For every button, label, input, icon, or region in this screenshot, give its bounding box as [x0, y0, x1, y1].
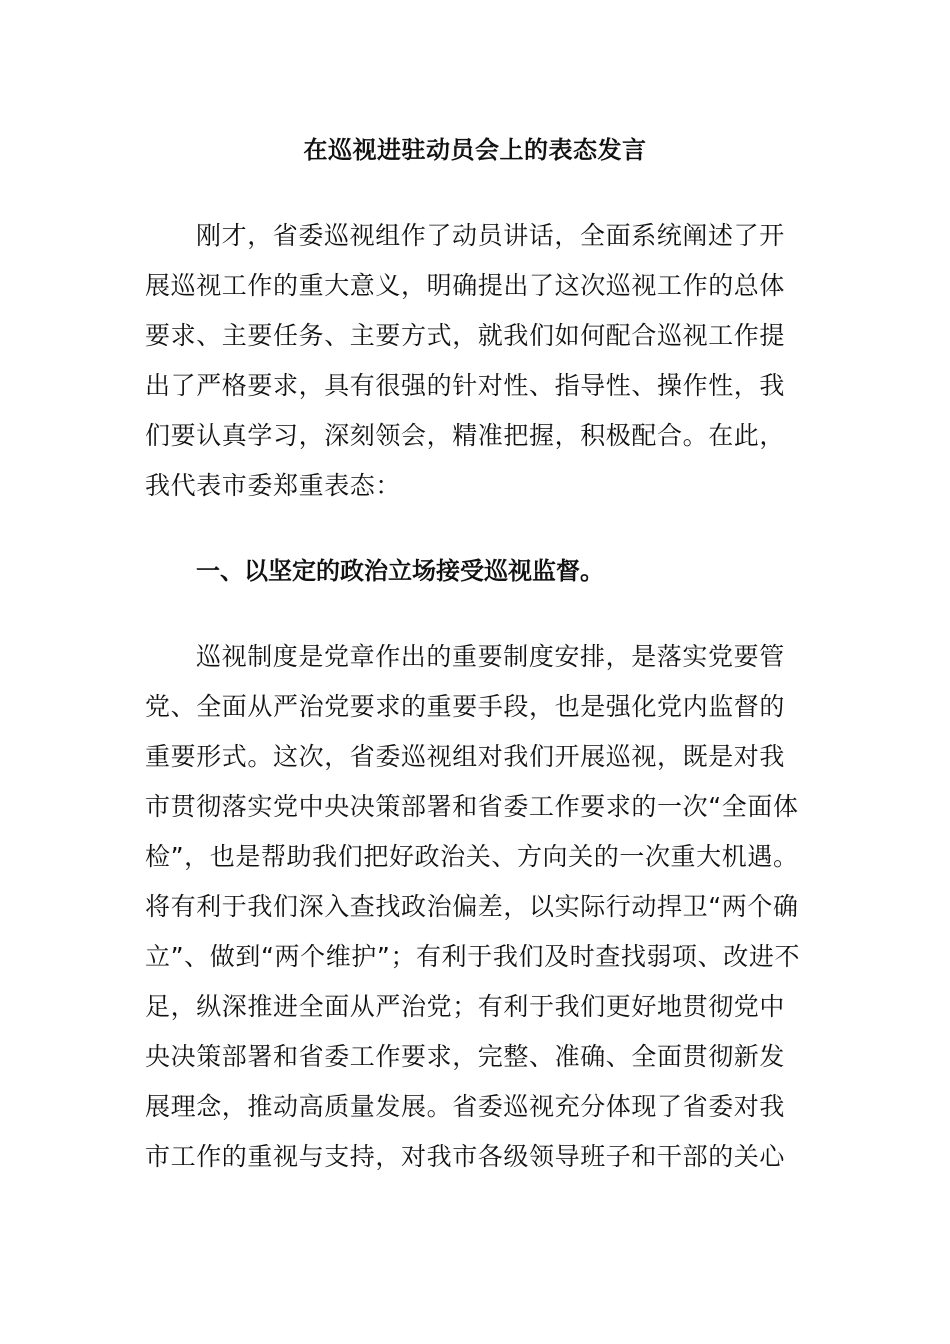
paragraph-line: 检”，也是帮助我们把好政治关、方向关的一次重大机遇。	[145, 842, 799, 871]
paragraph-line: 展巡视工作的重大意义，明确提出了这次巡视工作的总体	[145, 271, 786, 300]
paragraph-line: 将有利于我们深入查找政治偏差，以实际行动捍卫“两个确	[145, 892, 799, 921]
paragraph-line: 们要认真学习，深刻领会，精准把握，积极配合。在此，	[145, 421, 786, 450]
paragraph-line: 巡视制度是党章作出的重要制度安排，是落实党要管	[196, 642, 785, 671]
paragraph-line: 出了严格要求，具有很强的针对性、指导性、操作性，我	[145, 371, 786, 400]
document-title: 在巡视进驻动员会上的表态发言	[303, 136, 647, 164]
paragraph-line: 重要形式。这次，省委巡视组对我们开展巡视，既是对我	[145, 742, 786, 771]
paragraph-line: 市贯彻落实党中央决策部署和省委工作要求的一次“全面体	[145, 792, 799, 821]
paragraph-line: 党、全面从严治党要求的重要手段，也是强化党内监督的	[145, 692, 786, 721]
paragraph-line: 足，纵深推进全面从严治党；有利于我们更好地贯彻党中	[145, 992, 786, 1021]
paragraph-line: 刚才，省委巡视组作了动员讲话，全面系统阐述了开	[196, 221, 785, 250]
paragraph-section1	[145, 632, 805, 1182]
paragraph-line: 市工作的重视与支持，对我市各级领导班子和干部的关心	[145, 1142, 786, 1171]
section-heading: 一、以坚定的政治立场接受巡视监督。	[196, 557, 604, 585]
paragraph-line: 央决策部署和省委工作要求，完整、准确、全面贯彻新发	[145, 1042, 786, 1071]
paragraph-line: 展理念，推动高质量发展。省委巡视充分体现了省委对我	[145, 1092, 786, 1121]
paragraph-intro	[145, 211, 805, 511]
paragraph-line: 要求、主要任务、主要方式，就我们如何配合巡视工作提	[145, 321, 786, 350]
paragraph-line: 立”、做到“两个维护”；有利于我们及时查找弱项、改进不	[145, 942, 801, 971]
paragraph-line: 我代表市委郑重表态：	[145, 471, 402, 500]
